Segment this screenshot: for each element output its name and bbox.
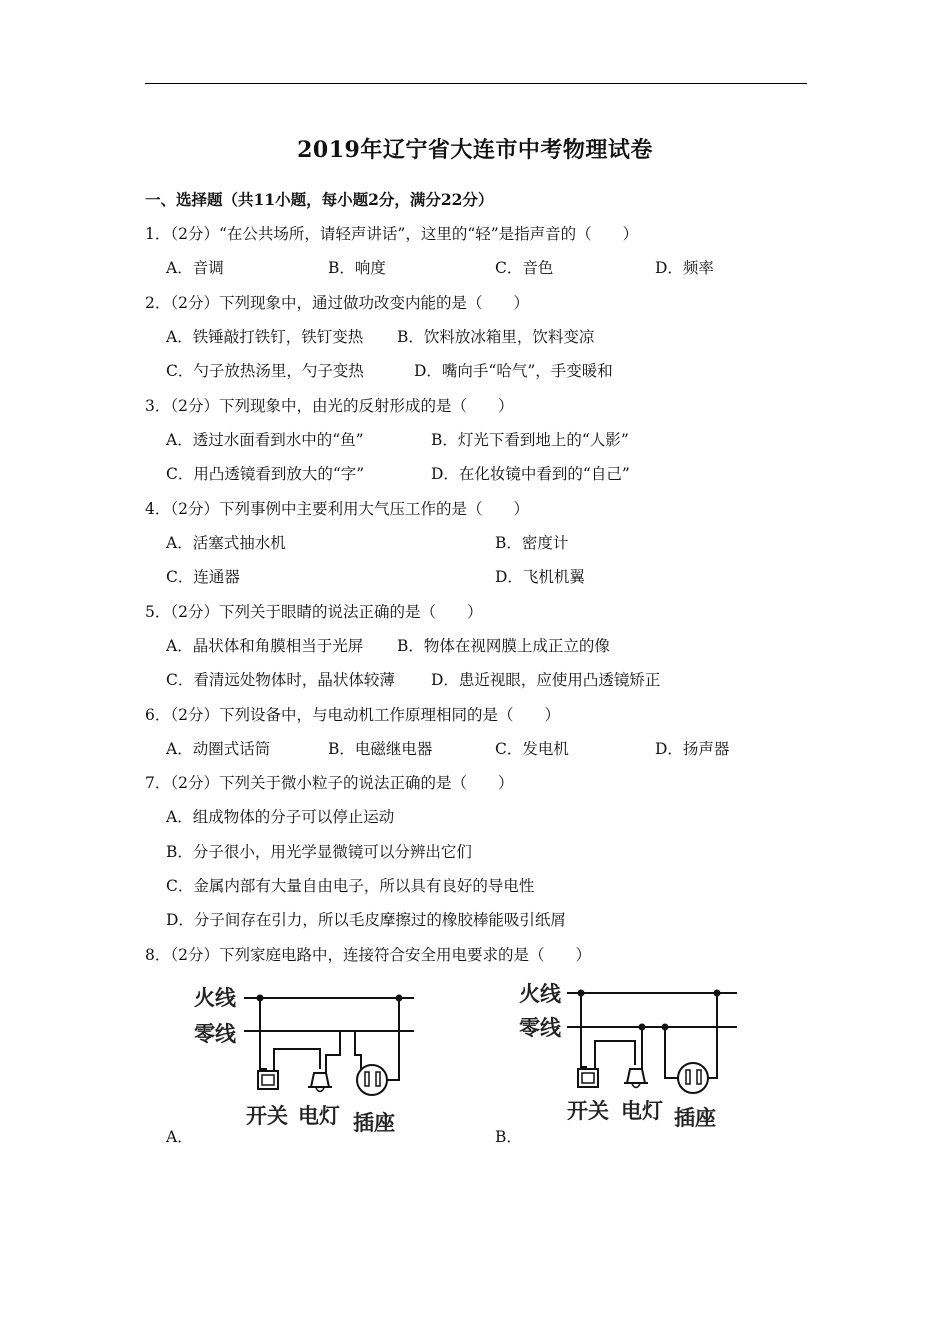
question-7-option-d: D．分子间存在引力，所以毛皮摩擦过的橡胶棒能吸引纸屑	[166, 911, 566, 929]
question-6-stem: 6．（2分）下列设备中，与电动机工作原理相同的是（ ）	[145, 706, 560, 724]
question-2-option-b: B．饮料放冰箱里，饮料变凉	[397, 328, 595, 346]
circuit-diagram-b	[515, 975, 745, 1135]
question-7-option-b: B．分子很小，用光学显微镜可以分辨出它们	[166, 843, 472, 861]
page-title: 2019年辽宁省大连市中考物理试卷	[297, 137, 653, 163]
question-5-option-d: D．患近视眼，应使用凸透镜矫正	[431, 671, 661, 689]
question-6-option-d: D．扬声器	[655, 740, 730, 758]
circuit-b-lamp-label: 电灯	[621, 1099, 663, 1123]
question-4-option-b: B．密度计	[495, 534, 569, 552]
question-3-stem: 3．（2分）下列现象中，由光的反射形成的是（ ）	[145, 397, 514, 415]
section-heading: 一、选择题（共11小题，每小题2分，满分22分）	[145, 190, 494, 209]
circuit-a-switch-icon	[258, 1071, 278, 1089]
question-6-option-b: B．电磁继电器	[328, 740, 433, 758]
question-8-option-a: A．	[166, 1128, 193, 1146]
header-rule	[145, 83, 807, 84]
question-2-option-a: A．铁锤敲打铁钉，铁钉变热	[166, 328, 364, 346]
question-1-option-c: C．音色	[495, 259, 554, 277]
question-5-option-c: C．看清远处物体时，晶状体较薄	[166, 671, 395, 689]
circuit-b-lamp-icon	[627, 1069, 645, 1083]
question-8-stem: 8．（2分）下列家庭电路中，连接符合安全用电要求的是（ ）	[145, 946, 591, 964]
circuit-b-socket-label: 插座	[674, 1106, 716, 1130]
question-2-option-c: C．勺子放热汤里，勺子变热	[166, 362, 364, 380]
question-4-option-c: C．连通器	[166, 568, 240, 586]
question-8-option-b: B．	[495, 1128, 522, 1146]
question-3-option-d: D．在化妆镜中看到的“自己”	[431, 465, 630, 483]
circuit-b-live-label: 火线	[519, 982, 561, 1006]
question-2-stem: 2．（2分）下列现象中，通过做功改变内能的是（ ）	[145, 294, 529, 312]
circuit-a-socket-label: 插座	[353, 1111, 395, 1135]
question-7-stem: 7．（2分）下列关于微小粒子的说法正确的是（ ）	[145, 774, 514, 792]
question-3-option-c: C．用凸透镜看到放大的“字”	[166, 465, 365, 483]
question-1-option-d: D．频率	[655, 259, 714, 277]
circuit-b-switch-label: 开关	[567, 1099, 609, 1123]
question-1-option-a: A．音调	[166, 259, 224, 277]
question-4-stem: 4．（2分）下列事例中主要利用大气压工作的是（ ）	[145, 500, 529, 518]
circuit-a-lamp-icon	[311, 1073, 329, 1087]
question-2-option-d: D．嘴向手“哈气”，手变暖和	[414, 362, 613, 380]
question-1-option-b: B．响度	[328, 259, 386, 277]
circuit-a-switch-label: 开关	[246, 1104, 288, 1128]
circuit-a-live-label: 火线	[194, 986, 236, 1010]
circuit-diagram-a	[190, 975, 425, 1140]
question-5-stem: 5．（2分）下列关于眼睛的说法正确的是（ ）	[145, 603, 483, 621]
question-7-option-a: A．组成物体的分子可以停止运动	[166, 808, 395, 826]
circuit-a-lamp-label: 电灯	[298, 1104, 340, 1128]
question-7-option-c: C．金属内部有大量自由电子，所以具有良好的导电性	[166, 877, 535, 895]
question-4-option-a: A．活塞式抽水机	[166, 534, 286, 552]
question-4-option-d: D．飞机机翼	[495, 568, 585, 586]
question-6-option-a: A．动圈式话筒	[166, 740, 271, 758]
circuit-a-neutral-label: 零线	[194, 1022, 236, 1046]
question-1-stem: 1．（2分）“在公共场所，请轻声讲话”，这里的“轻”是指声音的（ ）	[145, 225, 639, 243]
circuit-b-neutral-label: 零线	[519, 1016, 561, 1040]
question-5-option-b: B．物体在视网膜上成正立的像	[397, 637, 610, 655]
question-5-option-a: A．晶状体和角膜相当于光屏	[166, 637, 364, 655]
question-3-option-b: B．灯光下看到地上的“人影”	[431, 431, 629, 449]
circuit-b-socket-icon	[678, 1063, 708, 1093]
question-6-option-c: C．发电机	[495, 740, 569, 758]
circuit-b-switch-icon	[578, 1069, 598, 1087]
question-3-option-a: A．透过水面看到水中的“鱼”	[166, 431, 364, 449]
